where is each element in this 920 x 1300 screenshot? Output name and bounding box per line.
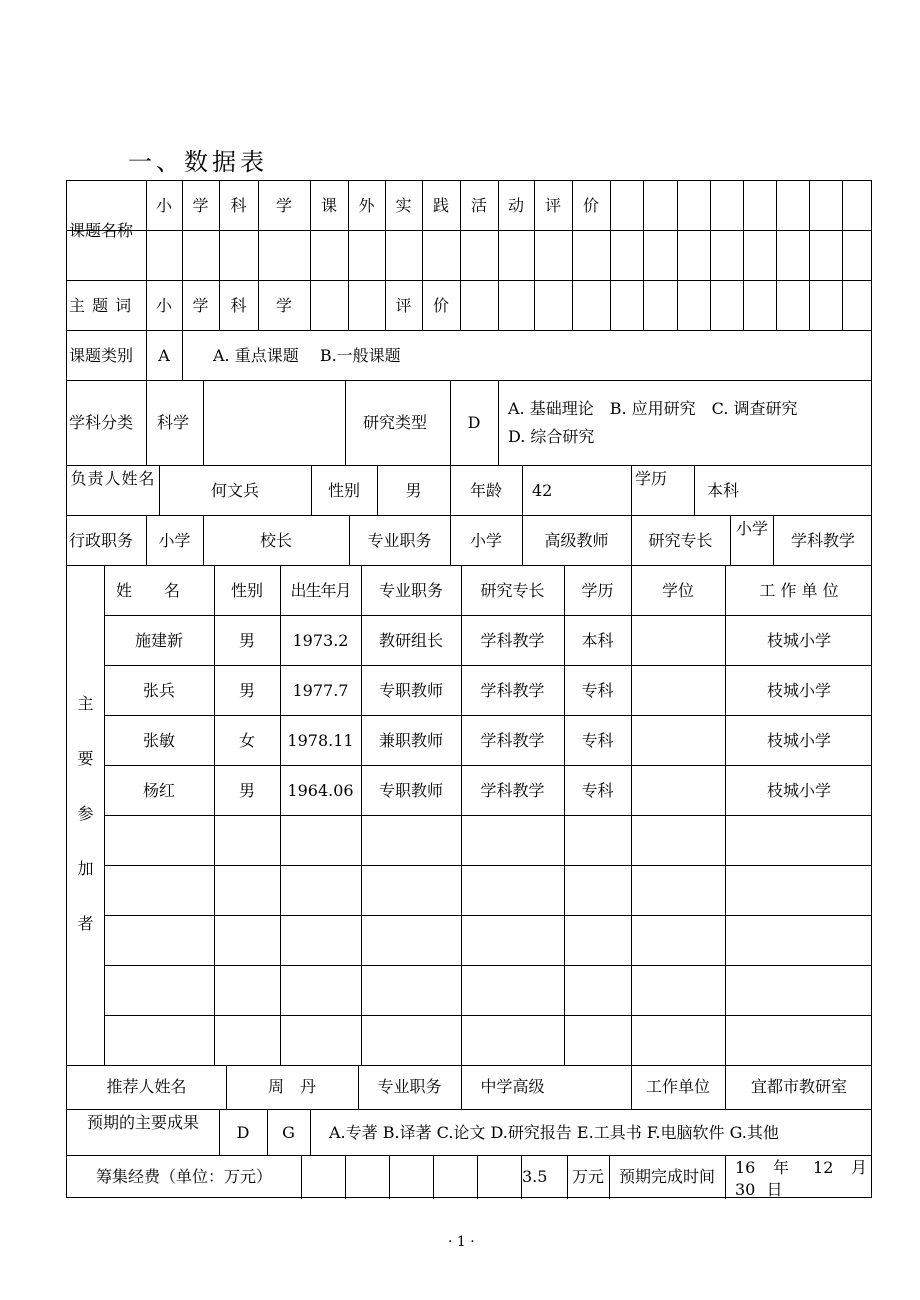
participant-birth: 1978.11 xyxy=(287,731,354,750)
header-birth: 出生年月 xyxy=(290,581,351,600)
recommender-unit-label: 工作单位 xyxy=(645,1077,710,1096)
topic-char: 实 xyxy=(395,196,412,215)
participants-label-char: 者 xyxy=(77,914,94,933)
topic-char: 评 xyxy=(544,196,561,215)
row-divider xyxy=(104,715,871,716)
research-type-value: D xyxy=(467,413,481,432)
row-divider xyxy=(67,465,871,466)
row-divider xyxy=(67,1065,871,1066)
row-divider xyxy=(104,615,871,616)
leader-age-label: 年龄 xyxy=(469,481,502,500)
col-divider xyxy=(677,181,678,330)
row-divider xyxy=(104,915,871,916)
participant-birth: 1973.2 xyxy=(292,631,349,650)
research-type-options: A. 基础理论 B. 应用研究 C. 调查研究 xyxy=(508,399,798,418)
topic-char: 活 xyxy=(470,196,487,215)
col-divider xyxy=(477,1155,478,1199)
col-divider xyxy=(809,181,810,330)
leader-gender-label: 性别 xyxy=(327,481,360,500)
keyword-char: 评 xyxy=(395,296,412,315)
row-divider xyxy=(67,230,871,231)
col-divider xyxy=(710,181,711,330)
col-divider xyxy=(389,1155,390,1199)
topic-char: 小 xyxy=(155,196,172,215)
row-divider xyxy=(104,1015,871,1016)
recommender-label: 推荐人姓名 xyxy=(106,1077,187,1096)
col-divider xyxy=(345,380,346,465)
recommender-title: 中学高级 xyxy=(480,1077,545,1096)
participant-education: 专科 xyxy=(581,681,614,700)
col-divider xyxy=(146,380,147,465)
discipline-label: 学科分类 xyxy=(69,413,134,432)
participant-name: 张兵 xyxy=(142,681,175,700)
participant-education: 专科 xyxy=(581,731,614,750)
participants-label-char: 主 xyxy=(77,694,94,713)
participant-specialty: 学科教学 xyxy=(480,731,545,750)
participant-gender: 女 xyxy=(238,731,255,750)
participant-specialty: 学科教学 xyxy=(480,631,545,650)
participant-title: 教研组长 xyxy=(378,631,443,650)
header-name: 姓 名 xyxy=(116,581,181,600)
keyword-char: 学 xyxy=(275,296,292,315)
topic-char: 学 xyxy=(275,196,292,215)
header-unit: 工 作 单 位 xyxy=(759,581,839,600)
header-title: 专业职务 xyxy=(378,581,443,600)
admin-position-label: 行政职务 xyxy=(69,531,134,550)
col-divider xyxy=(610,181,611,330)
col-divider xyxy=(694,465,695,515)
col-divider xyxy=(522,465,523,515)
topic-char: 科 xyxy=(230,196,247,215)
participant-unit: 枝城小学 xyxy=(766,681,831,700)
data-table xyxy=(66,180,872,1198)
research-type-label: 研究类型 xyxy=(363,413,428,432)
participant-unit: 枝城小学 xyxy=(766,781,831,800)
participant-education: 本科 xyxy=(581,631,614,650)
topic-char: 动 xyxy=(507,196,524,215)
research-type-options: D. 综合研究 xyxy=(508,427,595,446)
col-divider xyxy=(643,181,644,330)
participant-gender: 男 xyxy=(238,781,255,800)
col-divider xyxy=(301,1155,302,1199)
keywords-label: 主 题 词 xyxy=(69,296,132,315)
col-divider xyxy=(498,380,499,465)
row-divider xyxy=(67,280,871,281)
header-education: 学历 xyxy=(581,581,614,600)
topic-char: 学 xyxy=(192,196,209,215)
participant-birth: 1977.7 xyxy=(292,681,349,700)
participant-title: 专职教师 xyxy=(378,781,443,800)
topic-label: 课题名称 xyxy=(69,221,134,240)
outcomes-value: G xyxy=(282,1123,295,1142)
header-specialty: 研究专长 xyxy=(480,581,545,600)
participant-name: 施建新 xyxy=(134,631,183,650)
page-number: · 1 · xyxy=(448,1234,475,1250)
discipline-value: 科学 xyxy=(157,413,190,432)
leader-name: 何文兵 xyxy=(210,481,259,500)
row-divider xyxy=(104,965,871,966)
topic-char: 课 xyxy=(320,196,337,215)
category-label: 课题类别 xyxy=(69,346,134,365)
col-divider xyxy=(345,1155,346,1199)
participants-label-char: 加 xyxy=(77,859,94,878)
keyword-char: 小 xyxy=(155,296,172,315)
header-gender: 性别 xyxy=(230,581,263,600)
recommender-name: 周 丹 xyxy=(267,1077,316,1096)
header-degree: 学位 xyxy=(661,581,694,600)
page-title: 一、数据表 xyxy=(128,148,268,176)
col-divider xyxy=(730,515,731,565)
participant-title: 兼职教师 xyxy=(378,731,443,750)
col-divider xyxy=(631,565,632,1065)
leader-name-label: 负责人姓名 xyxy=(70,469,156,488)
row-divider xyxy=(104,765,871,766)
topic-char: 践 xyxy=(432,196,449,215)
col-divider xyxy=(776,181,777,330)
row-divider xyxy=(67,565,871,566)
col-divider xyxy=(743,181,744,330)
prof-position-label: 专业职务 xyxy=(367,531,432,550)
funding-unit: 万元 xyxy=(571,1167,604,1186)
leader-education-label: 学历 xyxy=(634,469,667,488)
row-divider xyxy=(67,330,871,331)
funding-amount: 3.5 xyxy=(522,1167,548,1186)
outcomes-value: D xyxy=(236,1123,250,1142)
participant-unit: 枝城小学 xyxy=(766,731,831,750)
participant-name: 杨红 xyxy=(142,781,175,800)
participants-label-char: 参 xyxy=(77,804,94,823)
row-divider xyxy=(104,815,871,816)
participant-specialty: 学科教学 xyxy=(480,681,545,700)
prof-position: 高级教师 xyxy=(544,531,609,550)
deadline-label: 预期完成时间 xyxy=(618,1167,715,1186)
leader-education: 本科 xyxy=(707,481,740,500)
leader-gender: 男 xyxy=(405,481,422,500)
participant-gender: 男 xyxy=(238,681,255,700)
col-divider xyxy=(433,1155,434,1199)
category-value: A xyxy=(158,346,170,365)
row-divider xyxy=(104,665,871,666)
prof-position-org: 小学 xyxy=(469,531,502,550)
funding-label: 筹集经费（单位：万元） xyxy=(95,1167,272,1186)
category-options: A. 重点课题 B.一般课题 xyxy=(213,346,401,365)
col-divider xyxy=(842,181,843,330)
participant-birth: 1964.06 xyxy=(287,781,354,800)
leader-age: 42 xyxy=(532,481,553,500)
admin-position: 校长 xyxy=(259,531,292,550)
specialty: 学科教学 xyxy=(790,531,855,550)
participant-education: 专科 xyxy=(581,781,614,800)
topic-char: 价 xyxy=(582,196,599,215)
outcomes-options: A.专著 B.译著 C.论文 D.研究报告 E.工具书 F.电脑软件 G.其他 xyxy=(329,1123,779,1142)
col-divider xyxy=(725,1155,726,1199)
topic-char: 外 xyxy=(358,196,375,215)
outcomes-label: 预期的主要成果 xyxy=(86,1113,199,1132)
specialty-org: 小学 xyxy=(735,519,768,538)
participant-specialty: 学科教学 xyxy=(480,781,545,800)
keyword-char: 科 xyxy=(230,296,247,315)
participant-unit: 枝城小学 xyxy=(766,631,831,650)
row-divider xyxy=(67,1109,871,1110)
participant-title: 专职教师 xyxy=(378,681,443,700)
row-divider xyxy=(67,515,871,516)
col-divider xyxy=(310,1109,311,1155)
participant-gender: 男 xyxy=(238,631,255,650)
recommender-title-label: 专业职务 xyxy=(377,1077,442,1096)
admin-position-org: 小学 xyxy=(158,531,191,550)
specialty-label: 研究专长 xyxy=(648,531,713,550)
row-divider xyxy=(104,865,871,866)
keyword-char: 学 xyxy=(192,296,209,315)
deadline: 16 年 12 月 30 日 xyxy=(735,1158,867,1197)
keyword-char: 价 xyxy=(432,296,449,315)
row-divider xyxy=(67,380,871,381)
row-divider xyxy=(67,1155,871,1156)
participant-name: 张敏 xyxy=(142,731,175,750)
col-divider xyxy=(203,380,204,465)
col-divider xyxy=(182,330,183,380)
participants-label-char: 要 xyxy=(77,749,94,768)
recommender-unit: 宜都市教研室 xyxy=(750,1077,847,1096)
